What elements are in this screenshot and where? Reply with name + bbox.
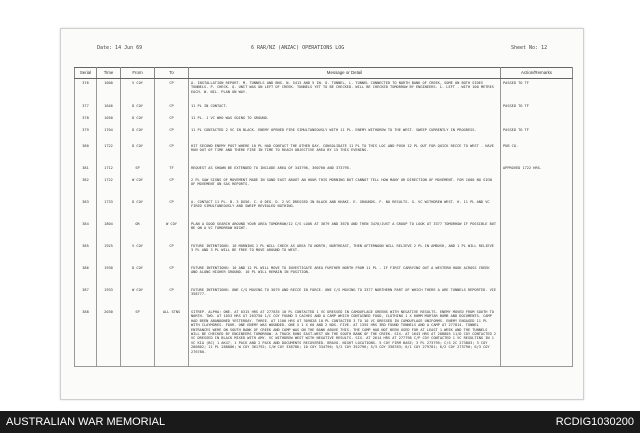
cell-time: 1722 (97, 176, 121, 198)
cell-serial: 377 (75, 102, 97, 114)
col-header-to: To (155, 68, 189, 79)
cell-time: 1733 (97, 198, 121, 220)
cell-serial: 383 (75, 198, 97, 220)
cell-remarks: PASSED TO TF (501, 79, 573, 103)
table-row (75, 220, 573, 242)
record-id: RCDIG1030200 (555, 416, 634, 428)
cell-remarks (501, 176, 573, 198)
cell-from: W COY (121, 286, 155, 308)
cell-message: 11 PL. 1 VC WHO WAS GOING TO GROUND. (189, 114, 501, 126)
table-row (75, 114, 573, 126)
cell-to: W COY (155, 220, 189, 242)
cell-from: D COY (121, 114, 155, 126)
cell-message: FUTURE INTENTIONS: 10 AND 12 PL WILL MOVE TO INVESTIGATE AREA FURTHER NORTH FROM 11 PL - IF FIRST CARRYING OUT A WESTERN HOOK ACROSS CREEK AND ALONG HIGHER GROUND. 10 PL WILL REMAIN IN POSITION. (189, 264, 501, 286)
col-header-message: Message or Detail (189, 68, 501, 79)
cell-message: 11 PL IN CONTACT. (189, 102, 501, 114)
cell-remarks: PASSED TO TF (501, 102, 573, 114)
log-title: 6 RAR/NZ (ANZAC) OPERATIONS LOG (251, 45, 345, 51)
cell-from: SP (121, 308, 155, 367)
cell-remarks (501, 114, 573, 126)
cell-to: CP (155, 286, 189, 308)
cell-time: 1804 (97, 220, 121, 242)
table-row (75, 198, 573, 220)
log-sheet (60, 28, 584, 400)
cell-message: 2 PL SAW SIGNS OF MOVEMENT MADE IN SAND EAST ABOUT AN HOUR THIS MORNING BUT CANNOT TELL HOW MANY OR DIRECTION OF MOVEMENT. FOR 1600 NO SIGN OF MOVEMENT ON SAS REPORTS. (189, 176, 501, 198)
table-row (75, 264, 573, 286)
cell-to: CP (155, 176, 189, 198)
cell-serial: 380 (75, 142, 97, 164)
cell-to: CP (155, 126, 189, 142)
cell-serial: 379 (75, 126, 97, 142)
cell-from: V COY (121, 242, 155, 264)
log-body (75, 79, 573, 367)
cell-from: D COY (121, 126, 155, 142)
sheet-number: Sheet No: 12 (511, 45, 548, 51)
table-row (75, 164, 573, 176)
cell-from: D COY (121, 142, 155, 164)
cell-time: 1650 (97, 114, 121, 126)
cell-time: 1712 (97, 164, 121, 176)
cell-to: CP (155, 114, 189, 126)
table-row (75, 79, 573, 103)
col-header-time: Time (97, 68, 121, 79)
col-header-remarks: Action/Remarks (501, 68, 573, 79)
col-header-serial: Serial (75, 68, 97, 79)
cell-from: V COY (121, 79, 155, 103)
cell-remarks (501, 286, 573, 308)
cell-time: 1704 (97, 126, 121, 142)
cell-serial: 387 (75, 286, 97, 308)
cell-remarks (501, 308, 573, 367)
cell-remarks (501, 220, 573, 242)
cell-remarks: PUB CO. (501, 142, 573, 164)
cell-message: A. INSTALLATION REPORT. M. TUNNELS AND BNS. N. 5413 AND 5 IN. O. TUNNEL, L. TUNNEL CONNECTED TO NORTH BANK OF CREEK, SOME ON BOTH SIDES TUNNELS. P. CHECK. Q. UNIT WAS ON LEFT OF CREEK. TUNNELS YET TO BE CHECKED. WILL BE CHECKED TOMORROW BY ENGINEERS. L. LEFT - WITH 100 METRES EACH. W. NIL. PLAN ON WAY. (189, 79, 501, 103)
cell-time: 1722 (97, 142, 121, 164)
cell-time: 1600 (97, 79, 121, 103)
cell-message: REQUEST AS SHOWN BE EXTENDED TO INCLUDE AREA OF 343796, 360760 AND 373795. (189, 164, 501, 176)
cell-to: CP (155, 102, 189, 114)
cell-from: OR (121, 220, 155, 242)
table-row (75, 286, 573, 308)
cell-remarks (501, 198, 573, 220)
table-row (75, 102, 573, 114)
col-header-from: From (121, 68, 155, 79)
cell-serial: 386 (75, 264, 97, 286)
cell-from: D COY (121, 198, 155, 220)
cell-remarks (501, 242, 573, 264)
cell-to: CP (155, 142, 189, 164)
cell-message: A. CONTACT 11 PL. B. 3 DG56. C. 0 DEG. D. 2 VC DRESSED IN BLACK AND KHAKI. E. GROUNDS. F. NO RESULTS. G. VC WITHDREW WEST. H. 11 PL AND VC FIRED SIMULTANEOUSLY AND SWEEP REVEALED NOTHING. (189, 198, 501, 220)
cell-remarks: APPROVED 1722 HRS. (501, 164, 573, 176)
cell-time: 1925 (97, 242, 121, 264)
table-header-row (75, 68, 573, 79)
cell-to: CP (155, 242, 189, 264)
table-row (75, 176, 573, 198)
table-row (75, 142, 573, 164)
cell-from: D COY (121, 102, 155, 114)
cell-from: SP (121, 164, 155, 176)
cell-remarks (501, 264, 573, 286)
cell-serial: 378 (75, 114, 97, 126)
cell-time: 1933 (97, 286, 121, 308)
cell-serial: 376 (75, 79, 97, 103)
operations-log-table (74, 67, 573, 367)
table-row (75, 242, 573, 264)
cell-to: ALL STNS (155, 308, 189, 367)
cell-time: 1930 (97, 264, 121, 286)
archive-footer (0, 411, 640, 433)
cell-time: 2030 (97, 308, 121, 367)
cell-to: CP (155, 198, 189, 220)
cell-serial: 388 (75, 308, 97, 367)
cell-from: W COY (121, 176, 155, 198)
cell-to: CP (155, 264, 189, 286)
table-row (75, 126, 573, 142)
cell-message: FUTURE INTENTIONS: ONE C/S MOVING TO 3679 AND RECCE IN FORCE. ONE C/S MOVING TO 3377 NORTHERN PART OF WHICH THERE A ARE TUNNELS REPORTED. VIE 358777. (189, 286, 501, 308)
table-row (75, 308, 573, 367)
cell-serial: 384 (75, 220, 97, 242)
cell-remarks: PASSED TO TF (501, 126, 573, 142)
cell-from: D COY (121, 264, 155, 286)
cell-to: CP (155, 79, 189, 103)
cell-to: TF (155, 164, 189, 176)
cell-message: SITREP. ALPHA: ONE. AT 0315 HRS AT 277835 10 PL CONTACTED 1 VC DRESSED IN CAMOUFLAGE GREENS WITH NEGATIVE RESULTS. ENEMY MOVED FROM SOUTH TO NORTH. TWO. AT 1053 HRS AT 263750 1/C COY FOUND 3 CACHES AND A CAMP WHICH CONTAINED FOOD, CLOTHING 1 X 60MM MORTAR BOMB AND DOCUMENTS. CAMP HAD BEEN ABANDONED YESTERDAY. THREE. AT 1100 HRS AT 309828 10 PL CONTACTED 3 TO 10 VC DRESSED IN CAMOUFLAGE UNIFORMS. ENEMY ENGAGED 11 PL WITH CLAYMORES. FOUR. ONE ENEMY WAS WOUNDED. ONE X 1 X 60 AND 2 NOS. FIVE. AT 1355 HRS 3RD FOUND TUNNELS AND A CAMP AT 277814. TUNNEL ENTRANCES WERE ON SOUTH BANK OF CREEK AND CAMP WAS ON THE BANK ABOVE THIS. THE CAMP HAD NOT BEEN USED FOR AT LEAST 1 WEEK AND THE TUNNELS WILL BE CHECKED BY ENGINEERS TOMORROW. A TRACK RUNS EAST-WEST ON THE SOUTH BANK OF THE CREEK. SIX. AT 1643 HRS AT 288805 11/D COY CONTACTED 2 VC DRESSED IN BLACK MIXED WITH AMY. VC WITHDREW WEST WITH NEGATIVE RESULTS. SIX. AT 2614 HRS AT 277798 C/P COY CONTACTED 1 VC RESULTING IN 1 VC KIA (BC) 1 AK47, 1 PACK AND 2 PACK AND DOCUMENTS RECOVERED. BRAVO. NIGHT LOCATIONS. 5 COY FIRM BASE; 3 PL 273795; C/S 2C 273803; 3 COY 286802; 11 PL 288806; W COY 361792; C/W COY 338786; 10 COY 334796; 5/2 COY 352796; 5/3 COY 338783; 6/1 COY 279781; 6/2 COY 273790; 6/3 COY 276780. (189, 308, 501, 367)
cell-serial: 381 (75, 164, 97, 176)
archive-name: AUSTRALIAN WAR MEMORIAL (6, 416, 166, 428)
cell-serial: 385 (75, 242, 97, 264)
cell-message: PLAN A GOOD SEARCH AROUND YOUR AREA TOMORROW/12 C/S LOOK AT 3679 AND 3678 AND THEN 3476/JUST A GROUP TO LOOK AT 3377 TOMORROW IF POSSIBLE BUT BE ON A VC TOMORROW NIGHT. (189, 220, 501, 242)
cell-serial: 382 (75, 176, 97, 198)
cell-message: 11 PL CONTACTED 2 VC IN BLACK. ENEMY OPENED FIRE SIMULTANEOUSLY WITH 11 PL. ENEMY WITHDREW TO THE WEST. SWEEP CURRENTLY IN PROGRESS. (189, 126, 501, 142)
cell-message: FUTURE INTENTIONS: 10 MORNING 1 PL WILL CHECK AS AREA TO NORTH, NORTHEAST, THEN AFTERNOON WILL RELIEVE 2 PL IN AMBUSH, AND 1 PL WILL RELIEVE 3 PL AND 3 PL WILL BE FREE TO MOVE AROUND TO WEST. (189, 242, 501, 264)
cell-message: HIT SECOND ENEMY POST WHERE 10 PL HAD CONTACT THE OTHER DAY. CONSOLIDATE 11 PL TO THIS LOC AND PUSH 12 PL OUT FOR QUICK RECCE TO WEST - HAVE RUN OUT OF TIME AND THERE FIRE IN TIME TO REACH OBJECTIVE AREA BY 15 THIS EVENING. (189, 142, 501, 164)
log-date: Date: 14 Jun 69 (97, 45, 143, 51)
cell-time: 1646 (97, 102, 121, 114)
